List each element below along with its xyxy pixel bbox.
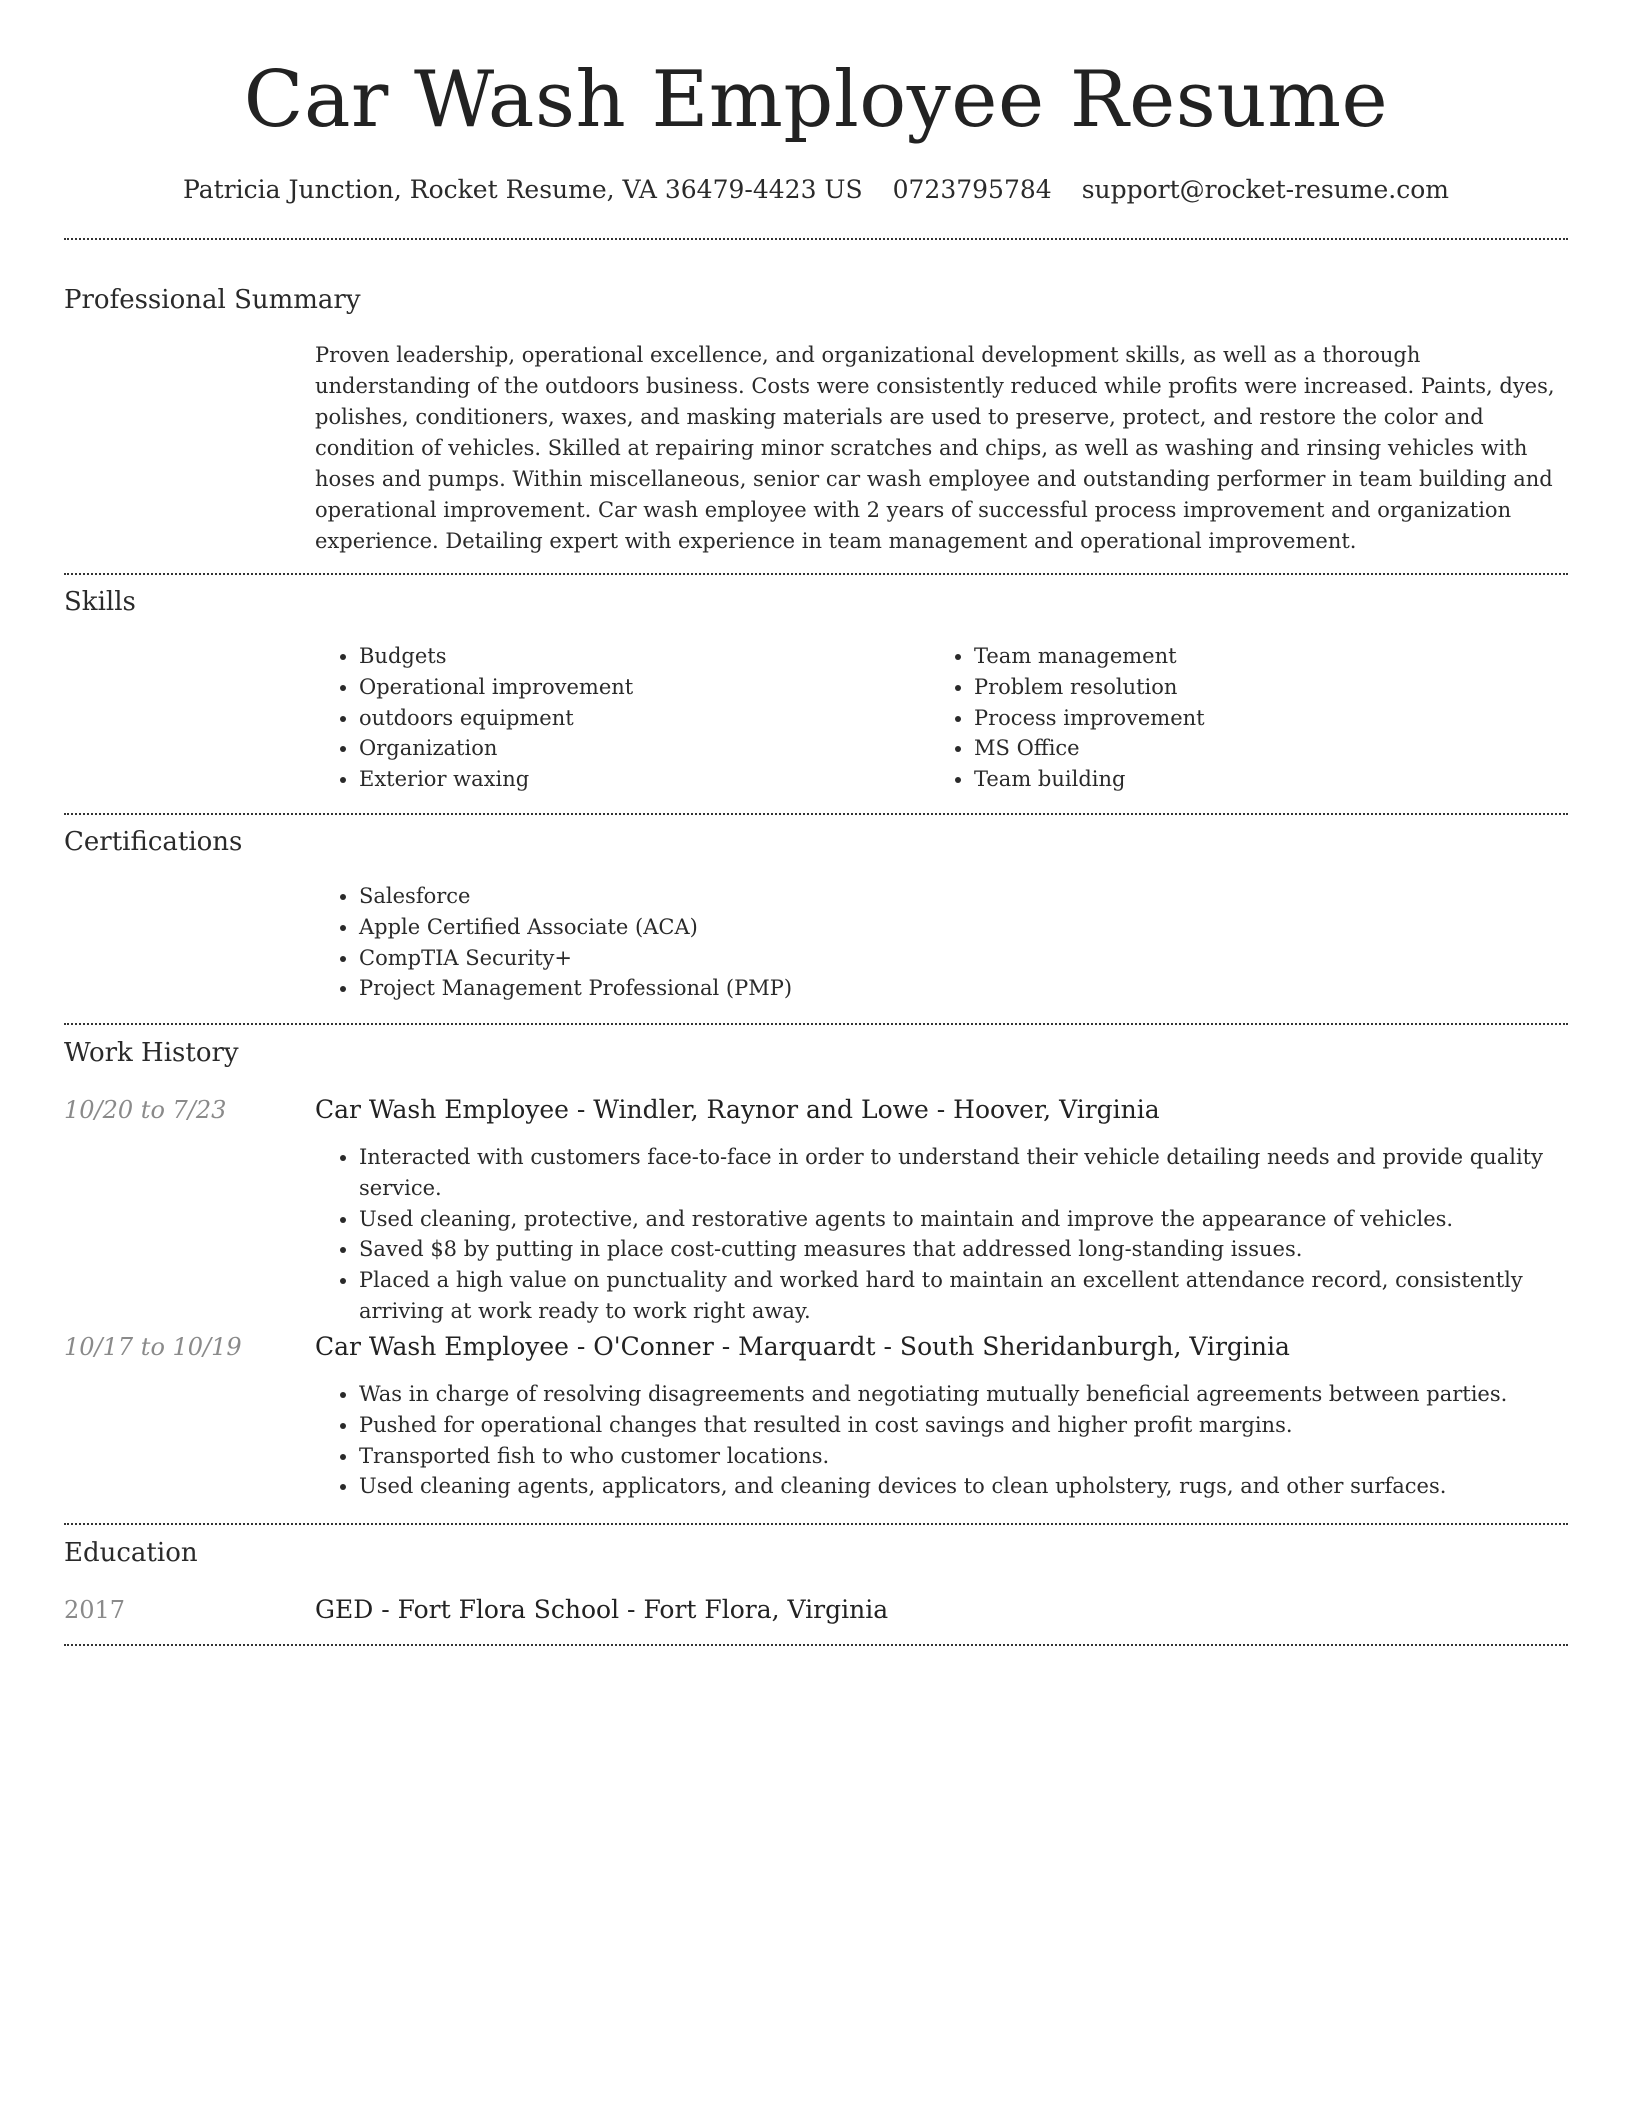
certification-item: • CompTIA Security+ [359,943,1568,974]
divider [64,813,1568,815]
summary-heading: Professional Summary [64,285,361,315]
skills-list-left [315,641,930,795]
summary-body [315,340,1568,557]
contact-email: support@rocket-resume.com [1081,175,1449,204]
skill-item: • Budgets [359,641,930,672]
skills-divider [64,813,1568,815]
education-divider [64,1644,1568,1646]
skill-item: • Team building [974,764,1545,795]
resume-title: Car Wash Employee Resume [243,55,1389,145]
job-bullet: • Saved $8 by putting in place cost-cutting measures that addressed long-standing issues. [359,1234,1568,1265]
skills-list-right [930,641,1545,795]
certification-item: • Project Management Professional (PMP) [359,973,1568,1004]
education-date: 2017 [64,1596,126,1624]
summary-divider [64,573,1568,575]
job-bullets [315,1142,1568,1327]
divider [64,573,1568,575]
divider [64,1644,1568,1646]
contact-line [64,174,1568,206]
contact-phone: 0723795784 [892,175,1052,204]
skills-grid [315,641,1568,795]
skill-item: • Team management [974,641,1545,672]
certifications-divider [64,1023,1568,1025]
resume-page [64,0,1568,1624]
education-heading: Education [64,1538,198,1568]
skill-item: • MS Office [974,733,1545,764]
job-bullets [315,1379,1568,1502]
job-bullet: • Interacted with customers face-to-face in order to understand their vehicle detailing needs and provide quality service. [359,1142,1568,1204]
job-dates: 10/20 to 7/23 [64,1096,227,1124]
job-bullet: • Used cleaning, protective, and restorative agents to maintain and improve the appearance of vehicles. [359,1204,1568,1235]
work-divider [64,1523,1568,1525]
skill-item: • Exterior waxing [359,764,930,795]
job-bullet: • Pushed for operational changes that resulted in cost savings and higher profit margins. [359,1410,1568,1441]
job-bullet: • Used cleaning agents, applicators, and cleaning devices to clean upholstery, rugs, and other surfaces. [359,1471,1568,1502]
skills-body [315,641,1568,795]
skill-item: • Process improvement [974,703,1545,734]
job-dates: 10/17 to 10/19 [64,1333,242,1361]
certifications-heading: Certifications [64,827,243,857]
certifications-body [315,881,1568,1004]
divider [64,1023,1568,1025]
summary-text: Proven leadership, operational excellence, and organizational development skills, as well as a thorough understanding of the outdoors business. Costs were consistently reduced while profits were increased. Paints, dyes, polishes, conditioners, waxes, and masking materials are used to preserve, protect, and restore the color and condition of vehicles. Skilled at repairing minor scratches and chips, as well as washing and rinsing vehicles with hoses and pumps. Within miscellaneous, senior car wash employee and outstanding performer in team building and operational improvement. Car wash employee with 2 years of successful process improvement and organization experience. Detailing expert with experience in team management and operational improvement. [315,343,1555,553]
divider [64,1523,1568,1525]
job-bullet: • Placed a high value on punctuality and worked hard to maintain an excellent attendance record, consistently arriving at work ready to work right away. [359,1265,1568,1327]
work-heading: Work History [64,1038,239,1068]
certification-item: • Salesforce [359,881,1568,912]
skill-item: • Organization [359,733,930,764]
header-divider [64,238,1568,240]
education-body [315,1594,1568,1626]
job-bullet: • Was in charge of resolving disagreements and negotiating mutually beneficial agreements between parties. [359,1379,1568,1410]
job-entry [315,1331,1568,1502]
contact-address: Patricia Junction, Rocket Resume, VA 36479-4423 US [183,175,863,204]
job-entry [315,1094,1568,1327]
divider [64,238,1568,240]
skill-item: • outdoors equipment [359,703,930,734]
skill-item: • Operational improvement [359,672,930,703]
certification-item: • Apple Certified Associate (ACA) [359,912,1568,943]
skills-heading: Skills [64,587,136,617]
education-entry: GED - Fort Flora School - Fort Flora, Virginia [315,1595,889,1624]
skill-item: • Problem resolution [974,672,1545,703]
job-bullet: • Transported fish to who customer locations. [359,1441,1568,1472]
job-title: Car Wash Employee - Windler, Raynor and Lowe - Hoover, Virginia [315,1095,1160,1124]
job-title: Car Wash Employee - O'Conner - Marquardt - South Sheridanburgh, Virginia [315,1332,1290,1361]
certifications-list [315,881,1568,1004]
